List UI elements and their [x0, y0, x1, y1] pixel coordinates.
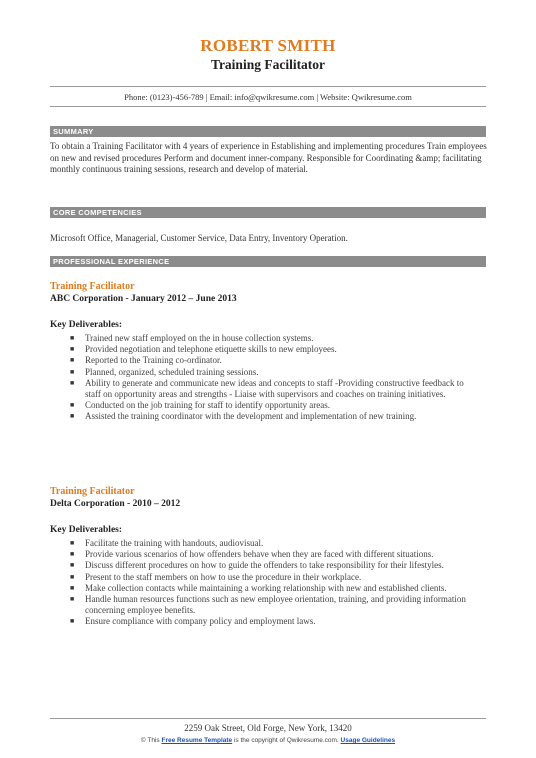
job-2-deliverables-label: Key Deliverables: — [50, 525, 123, 535]
footer-address: 2259 Oak Street, Old Forge, New York, 13420 — [184, 723, 352, 733]
bullet-icon: ■ — [70, 334, 75, 342]
section-competencies-header: CORE COMPETENCIES — [50, 207, 486, 218]
section-summary-header: SUMMARY — [50, 126, 486, 137]
list-item: ■ Facilitate the training with handouts, audiovisual. — [70, 538, 264, 548]
bullet-icon: ■ — [70, 550, 75, 559]
job-2-company: Delta Corporation - 2010 – 2012 — [50, 499, 181, 509]
bullet-icon: ■ — [70, 356, 75, 365]
job-1-company: ABC Corporation - January 2012 – June 2013 — [50, 294, 237, 304]
footer-divider — [50, 718, 486, 719]
job-1-deliverables-label: Key Deliverables: — [50, 320, 123, 330]
bullet-icon: ■ — [70, 345, 75, 354]
footer-copyright: © This Free Resume Template is the copyright of Qwikresume.com. Usage Guidelines — [140, 737, 396, 744]
list-item: ■ Conducted on the job training for staff to identify opportunity areas. — [70, 400, 331, 411]
contact-line: Phone: (0123)-456-789 | Email: info@qwikresume.com | Website: Qwikresume.com — [124, 92, 412, 102]
list-item: ■ Provide various scenarios of how offenders behave when they are faced with different situations. — [70, 549, 434, 560]
list-item: ■ Discuss different procedures on how to guide the offenders to take responsibility for their lifestyles. — [70, 560, 444, 571]
header-divider — [50, 86, 486, 87]
bullet-icon: ■ — [70, 595, 75, 604]
bullet-icon: ■ — [70, 401, 75, 410]
bullet-icon: ■ — [70, 572, 75, 581]
job-1-bullet-list — [70, 333, 480, 423]
list-item: ■ Reported to the Training co-ordinator. — [70, 355, 222, 366]
list-item: ■ Make collection contacts while maintaining a working relationship with new and established clients. — [70, 582, 447, 593]
list-item: ■ Trained new staff employed on the in house collection systems. — [70, 333, 314, 343]
section-experience-header: PROFESSIONAL EXPERIENCE — [50, 256, 486, 267]
bullet-icon: ■ — [70, 412, 75, 421]
summary-text: To obtain a Training Facilitator with 4 years of experience in Establishing and implementing procedures Train employees on new and revised procedures Perform and document inner-company. Responsible for Coordinating &amp; facilitating monthly continuous training sessions, research and develop of material. — [50, 141, 487, 174]
bullet-icon: ■ — [70, 617, 75, 626]
list-item: ■ Ensure compliance with company policy and employment laws. — [70, 616, 316, 627]
list-item: ■ Handle human resources functions such as new employee orientation, training, and providing information concerning employee benefits. — [70, 594, 466, 616]
job-2-bullet-list — [70, 538, 480, 628]
bullet-icon: ■ — [70, 367, 75, 376]
free-resume-template-link[interactable]: Free Resume Template — [161, 737, 233, 744]
competencies-text: Microsoft Office, Managerial, Customer Service, Data Entry, Inventory Operation. — [50, 233, 348, 243]
list-item: ■ Present to the staff members on how to use the procedure in their workplace. — [70, 571, 362, 582]
list-item: ■ Ability to generate and communicate new ideas and concepts to staff -Providing constructive feedback to staff on opportunity areas and strengths - Liaise with supervisors and coaches on training initiatives. — [70, 377, 464, 400]
bullet-icon: ■ — [70, 539, 75, 547]
contact-divider — [50, 106, 486, 107]
bullet-icon: ■ — [70, 561, 75, 570]
list-item: ■ Provided negotiation and telephone etiquette skills to new employees. — [70, 344, 337, 355]
list-item: ■ Planned, organized, scheduled training sessions. — [70, 366, 259, 377]
bullet-icon: ■ — [70, 378, 75, 387]
job-1-title: Training Facilitator — [50, 281, 135, 292]
usage-guidelines-link[interactable]: Usage Guidelines — [340, 737, 396, 744]
candidate-name: ROBERT SMITH — [200, 36, 336, 55]
list-item: ■ Assisted the training coordinator with the development and implementation of new training. — [70, 411, 417, 422]
bullet-icon: ■ — [70, 583, 75, 592]
candidate-title: Training Facilitator — [210, 57, 326, 72]
job-2-title: Training Facilitator — [50, 486, 135, 497]
